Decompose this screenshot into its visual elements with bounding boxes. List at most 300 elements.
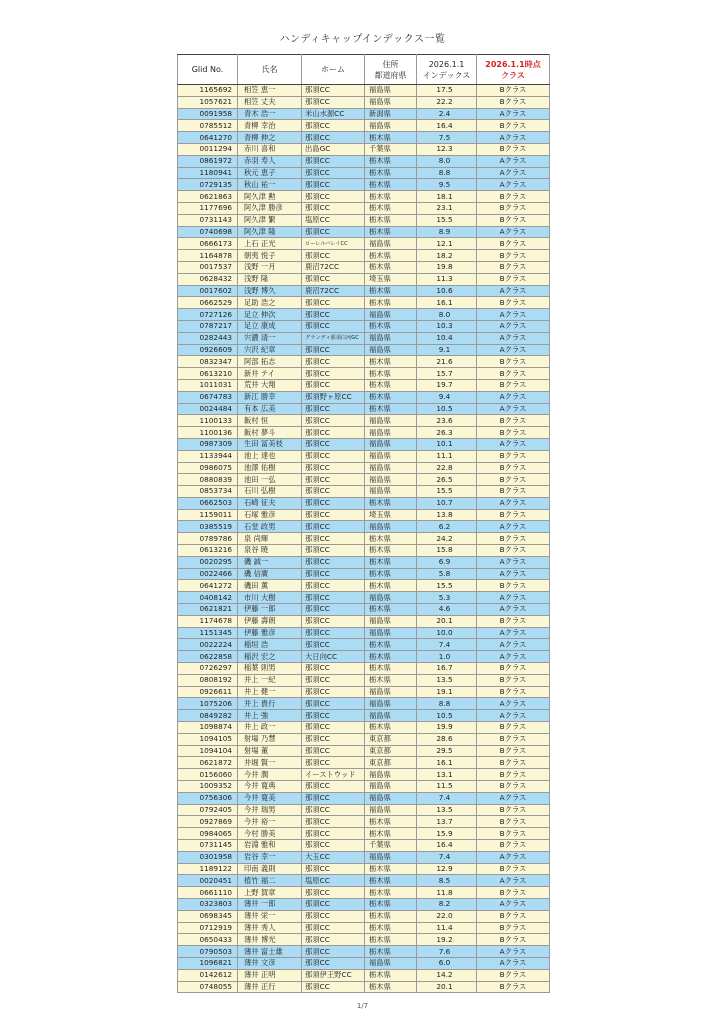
cell-glid-no: 1094104: [178, 745, 238, 757]
cell-home-club: 那須CC: [302, 710, 365, 722]
cell-name: 薄井 文彦: [238, 957, 302, 969]
cell-index: 8.5: [417, 875, 477, 887]
cell-index: 8.0: [417, 155, 477, 167]
cell-glid-no: 0986075: [178, 462, 238, 474]
cell-prefecture: 栃木県: [365, 556, 417, 568]
cell-class: Aクラス: [477, 604, 550, 616]
cell-name: 井上 政一: [238, 722, 302, 734]
cell-prefecture: 福島県: [365, 769, 417, 781]
cell-glid-no: 0789786: [178, 533, 238, 545]
cell-name: 赤羽 寿人: [238, 155, 302, 167]
cell-index: 8.2: [417, 898, 477, 910]
cell-name: 阿久津 勲: [238, 191, 302, 203]
cell-home-club: 塩原CC: [302, 875, 365, 887]
cell-name: 薄井 栄一: [238, 910, 302, 922]
table-row: [178, 804, 550, 816]
cell-index: 28.6: [417, 733, 477, 745]
cell-home-club: 那須CC: [302, 722, 365, 734]
table-header-row: [178, 55, 550, 85]
cell-glid-no: 0282443: [178, 332, 238, 344]
cell-prefecture: 栃木県: [365, 981, 417, 993]
table-row: [178, 521, 550, 533]
table-row: [178, 497, 550, 509]
cell-index: 24.2: [417, 533, 477, 545]
cell-home-club: 那須CC: [302, 226, 365, 238]
table-row: [178, 745, 550, 757]
cell-index: 20.1: [417, 981, 477, 993]
table-row: [178, 297, 550, 309]
cell-glid-no: 1164878: [178, 250, 238, 262]
cell-index: 10.5: [417, 710, 477, 722]
cell-class: Bクラス: [477, 804, 550, 816]
cell-glid-no: 0926611: [178, 686, 238, 698]
cell-prefecture: 栃木県: [365, 545, 417, 557]
cell-prefecture: 栃木県: [365, 674, 417, 686]
cell-name: 宍濃 清一: [238, 332, 302, 344]
cell-home-club: 那須CC: [302, 85, 365, 97]
cell-glid-no: 0698345: [178, 910, 238, 922]
cell-home-club: 大日向CC: [302, 651, 365, 663]
cell-home-club: 那須CC: [302, 309, 365, 321]
cell-index: 7.4: [417, 851, 477, 863]
cell-home-club: 那須CC: [302, 592, 365, 604]
cell-prefecture: 千葉県: [365, 143, 417, 155]
table-row: [178, 792, 550, 804]
cell-prefecture: 福島県: [365, 462, 417, 474]
cell-index: 22.8: [417, 462, 477, 474]
cell-glid-no: 0323803: [178, 898, 238, 910]
table-row: [178, 663, 550, 675]
cell-index: 8.8: [417, 167, 477, 179]
cell-class: Bクラス: [477, 238, 550, 250]
cell-class: Aクラス: [477, 710, 550, 722]
cell-glid-no: 1096821: [178, 957, 238, 969]
cell-glid-no: 1165692: [178, 85, 238, 97]
cell-glid-no: 0011294: [178, 143, 238, 155]
cell-home-club: 那須CC: [302, 179, 365, 191]
cell-name: 市川 大樹: [238, 592, 302, 604]
cell-home-club: 那須野ヶ原CC: [302, 391, 365, 403]
table-row: [178, 875, 550, 887]
cell-glid-no: 0091958: [178, 108, 238, 120]
cell-glid-no: 1098874: [178, 722, 238, 734]
cell-class: Aクラス: [477, 226, 550, 238]
cell-index: 20.1: [417, 615, 477, 627]
table-row: [178, 167, 550, 179]
cell-glid-no: 0662529: [178, 297, 238, 309]
table-row: [178, 981, 550, 993]
cell-index: 10.5: [417, 403, 477, 415]
cell-name: 伊藤 雅彦: [238, 627, 302, 639]
cell-home-club: 那須CC: [302, 155, 365, 167]
cell-class: Bクラス: [477, 415, 550, 427]
table-row: [178, 261, 550, 273]
cell-prefecture: 栃木県: [365, 969, 417, 981]
cell-name: 飯村 恒: [238, 415, 302, 427]
cell-home-club: 那須CC: [302, 320, 365, 332]
cell-home-club: 那須CC: [302, 427, 365, 439]
table-row: [178, 568, 550, 580]
table-row: [178, 486, 550, 498]
cell-glid-no: 1159011: [178, 509, 238, 521]
cell-index: 16.1: [417, 757, 477, 769]
cell-name: 池澤 佑樹: [238, 462, 302, 474]
cell-prefecture: 東京都: [365, 757, 417, 769]
cell-glid-no: 0621863: [178, 191, 238, 203]
table-row: [178, 285, 550, 297]
cell-name: 池田 一弘: [238, 474, 302, 486]
cell-class: Bクラス: [477, 462, 550, 474]
cell-name: 生田 冨美枝: [238, 438, 302, 450]
cell-prefecture: 福島県: [365, 792, 417, 804]
cell-index: 21.6: [417, 356, 477, 368]
cell-glid-no: 0666173: [178, 238, 238, 250]
cell-home-club: 那須CC: [302, 556, 365, 568]
table-row: [178, 639, 550, 651]
cell-home-club: 那須CC: [302, 615, 365, 627]
cell-class: Bクラス: [477, 733, 550, 745]
cell-prefecture: 栃木県: [365, 946, 417, 958]
table-row: [178, 592, 550, 604]
table-row: [178, 710, 550, 722]
cell-name: 今井 潤: [238, 769, 302, 781]
cell-class: Bクラス: [477, 214, 550, 226]
cell-name: 井上 健一: [238, 686, 302, 698]
cell-class: Bクラス: [477, 922, 550, 934]
cell-glid-no: 0622858: [178, 651, 238, 663]
cell-index: 9.1: [417, 344, 477, 356]
cell-prefecture: 栃木県: [365, 887, 417, 899]
table-row: [178, 733, 550, 745]
cell-home-club: 那須CC: [302, 733, 365, 745]
cell-name: 磯 信廣: [238, 568, 302, 580]
table-row: [178, 438, 550, 450]
table-row: [178, 120, 550, 132]
cell-home-club: 那須CC: [302, 804, 365, 816]
cell-name: 磯田 薫: [238, 580, 302, 592]
cell-index: 6.0: [417, 957, 477, 969]
cell-home-club: 那須CC: [302, 297, 365, 309]
cell-prefecture: 栃木県: [365, 356, 417, 368]
cell-class: Aクラス: [477, 568, 550, 580]
cell-prefecture: 栃木県: [365, 722, 417, 734]
cell-glid-no: 0017602: [178, 285, 238, 297]
table-row: [178, 580, 550, 592]
cell-glid-no: 0621821: [178, 604, 238, 616]
cell-glid-no: 0142612: [178, 969, 238, 981]
table-row: [178, 415, 550, 427]
cell-index: 10.3: [417, 320, 477, 332]
cell-home-club: 大玉CC: [302, 851, 365, 863]
table-row: [178, 946, 550, 958]
table-row: [178, 627, 550, 639]
cell-name: 井上 貴行: [238, 698, 302, 710]
cell-home-club: 那須CC: [302, 344, 365, 356]
cell-glid-no: 1094105: [178, 733, 238, 745]
cell-name: 阿久津 勝彦: [238, 202, 302, 214]
table-row: [178, 556, 550, 568]
table-row: [178, 604, 550, 616]
cell-glid-no: 0017537: [178, 261, 238, 273]
cell-glid-no: 0022466: [178, 568, 238, 580]
cell-name: 稲垣 浩: [238, 639, 302, 651]
cell-name: 上野 賀章: [238, 887, 302, 899]
cell-home-club: 那須CC: [302, 887, 365, 899]
cell-class: Bクラス: [477, 143, 550, 155]
cell-prefecture: 東京都: [365, 745, 417, 757]
cell-prefecture: 栃木県: [365, 403, 417, 415]
cell-glid-no: 0785512: [178, 120, 238, 132]
cell-prefecture: 栃木県: [365, 580, 417, 592]
table-row: [178, 368, 550, 380]
cell-glid-no: 0853734: [178, 486, 238, 498]
cell-name: 薄井 正行: [238, 981, 302, 993]
table-row: [178, 851, 550, 863]
cell-index: 14.2: [417, 969, 477, 981]
cell-index: 10.6: [417, 285, 477, 297]
cell-class: Bクラス: [477, 745, 550, 757]
cell-home-club: 那須CC: [302, 167, 365, 179]
cell-name: 新江 勝幸: [238, 391, 302, 403]
cell-prefecture: 栃木県: [365, 202, 417, 214]
cell-name: 石川 弘樹: [238, 486, 302, 498]
cell-class: Bクラス: [477, 379, 550, 391]
table-row: [178, 391, 550, 403]
cell-index: 10.7: [417, 497, 477, 509]
cell-home-club: 那須CC: [302, 497, 365, 509]
cell-home-club: 米山水源CC: [302, 108, 365, 120]
table-row: [178, 179, 550, 191]
cell-class: Bクラス: [477, 615, 550, 627]
table-row: [178, 828, 550, 840]
cell-class: Aクラス: [477, 627, 550, 639]
table-row: [178, 769, 550, 781]
cell-prefecture: 栃木県: [365, 368, 417, 380]
cell-prefecture: 栃木県: [365, 285, 417, 297]
cell-prefecture: 福島県: [365, 238, 417, 250]
table-row: [178, 96, 550, 108]
cell-class: Bクラス: [477, 450, 550, 462]
table-row: [178, 191, 550, 203]
handicap-index-table: [177, 54, 550, 993]
cell-prefecture: 栃木県: [365, 639, 417, 651]
cell-class: Bクラス: [477, 427, 550, 439]
cell-index: 13.1: [417, 769, 477, 781]
cell-home-club: 那須CC: [302, 545, 365, 557]
table-row: [178, 108, 550, 120]
table-row: [178, 427, 550, 439]
cell-glid-no: 0748055: [178, 981, 238, 993]
cell-prefecture: 埼玉県: [365, 273, 417, 285]
cell-index: 17.5: [417, 85, 477, 97]
cell-prefecture: 福島県: [365, 450, 417, 462]
table-row: [178, 202, 550, 214]
table-row: [178, 757, 550, 769]
cell-name: 岩淵 雅和: [238, 840, 302, 852]
cell-glid-no: 0020451: [178, 875, 238, 887]
cell-name: 稲葉 則男: [238, 663, 302, 675]
cell-index: 11.8: [417, 887, 477, 899]
cell-class: Aクラス: [477, 898, 550, 910]
cell-class: Bクラス: [477, 863, 550, 875]
cell-index: 7.5: [417, 132, 477, 144]
cell-class: Aクラス: [477, 592, 550, 604]
cell-class: Aクラス: [477, 332, 550, 344]
table-row: [178, 781, 550, 793]
cell-home-club: 那須CC: [302, 96, 365, 108]
cell-glid-no: 0740698: [178, 226, 238, 238]
cell-glid-no: 0727126: [178, 309, 238, 321]
cell-index: 11.5: [417, 781, 477, 793]
cell-prefecture: 埼玉県: [365, 509, 417, 521]
table-row: [178, 320, 550, 332]
cell-glid-no: 0861972: [178, 155, 238, 167]
table-body: [178, 85, 550, 993]
cell-name: 射場 乃慧: [238, 733, 302, 745]
table-row: [178, 332, 550, 344]
cell-home-club: 那須CC: [302, 898, 365, 910]
cell-name: 今井 瑞男: [238, 804, 302, 816]
cell-glid-no: 1177696: [178, 202, 238, 214]
cell-index: 9.4: [417, 391, 477, 403]
cell-index: 16.1: [417, 297, 477, 309]
cell-home-club: 那須CC: [302, 792, 365, 804]
cell-glid-no: 1100133: [178, 415, 238, 427]
cell-index: 4.6: [417, 604, 477, 616]
table-row: [178, 545, 550, 557]
cell-prefecture: 福島県: [365, 486, 417, 498]
cell-home-club: 那須CC: [302, 981, 365, 993]
cell-home-club: 那須CC: [302, 379, 365, 391]
cell-index: 10.4: [417, 332, 477, 344]
cell-glid-no: 0927869: [178, 816, 238, 828]
cell-prefecture: 栃木県: [365, 922, 417, 934]
cell-glid-no: 1174678: [178, 615, 238, 627]
page-number: 1/7: [356, 1002, 369, 1010]
table-row: [178, 887, 550, 899]
cell-name: 植竹 福二: [238, 875, 302, 887]
cell-class: Bクラス: [477, 474, 550, 486]
cell-glid-no: 1100136: [178, 427, 238, 439]
cell-glid-no: 0987309: [178, 438, 238, 450]
cell-prefecture: 福島県: [365, 85, 417, 97]
header-gid: Glid No.: [178, 55, 238, 85]
cell-class: Bクラス: [477, 910, 550, 922]
cell-prefecture: 福島県: [365, 332, 417, 344]
cell-home-club: 鹿沼72CC: [302, 261, 365, 273]
cell-name: 今村 勝美: [238, 828, 302, 840]
cell-index: 6.2: [417, 521, 477, 533]
cell-prefecture: 福島県: [365, 804, 417, 816]
cell-class: Bクラス: [477, 261, 550, 273]
cell-glid-no: 1057621: [178, 96, 238, 108]
cell-home-club: 那須CC: [302, 533, 365, 545]
cell-glid-no: 0650433: [178, 934, 238, 946]
table-row: [178, 722, 550, 734]
cell-glid-no: 0849282: [178, 710, 238, 722]
cell-home-club: 那須CC: [302, 840, 365, 852]
cell-index: 8.9: [417, 226, 477, 238]
cell-prefecture: 福島県: [365, 344, 417, 356]
cell-home-club: 那須CC: [302, 521, 365, 533]
header-name: 氏名: [238, 55, 302, 85]
table-row: [178, 533, 550, 545]
cell-class: Aクラス: [477, 946, 550, 958]
cell-glid-no: 0621872: [178, 757, 238, 769]
cell-name: 足助 浩之: [238, 297, 302, 309]
cell-prefecture: 千葉県: [365, 840, 417, 852]
cell-name: 今井 寛典: [238, 781, 302, 793]
table-row: [178, 273, 550, 285]
cell-name: 足立 康成: [238, 320, 302, 332]
cell-prefecture: 栃木県: [365, 226, 417, 238]
cell-prefecture: 栃木県: [365, 533, 417, 545]
cell-name: 石堂 政男: [238, 521, 302, 533]
cell-prefecture: 福島県: [365, 309, 417, 321]
cell-glid-no: 0926609: [178, 344, 238, 356]
cell-name: 磯 誠一: [238, 556, 302, 568]
cell-home-club: 那須CC: [302, 957, 365, 969]
cell-home-club: 那須CC: [302, 132, 365, 144]
cell-glid-no: 0984065: [178, 828, 238, 840]
cell-name: 井上 強: [238, 710, 302, 722]
cell-home-club: 那須伊王野CC: [302, 969, 365, 981]
cell-name: 阿部 拓志: [238, 356, 302, 368]
cell-index: 15.5: [417, 580, 477, 592]
cell-name: 相笠 恵一: [238, 85, 302, 97]
table-row: [178, 344, 550, 356]
cell-class: Bクラス: [477, 191, 550, 203]
cell-home-club: 那須CC: [302, 627, 365, 639]
cell-glid-no: 0726297: [178, 663, 238, 675]
cell-glid-no: 1133944: [178, 450, 238, 462]
table-row: [178, 651, 550, 663]
cell-home-club: 那須CC: [302, 686, 365, 698]
cell-prefecture: 東京都: [365, 733, 417, 745]
table-row: [178, 686, 550, 698]
cell-class: Bクラス: [477, 580, 550, 592]
cell-name: 今井 寛美: [238, 792, 302, 804]
page-title: ハンディキャップインデックス一覧: [279, 34, 446, 45]
cell-glid-no: 0613216: [178, 545, 238, 557]
cell-prefecture: 福島県: [365, 851, 417, 863]
cell-glid-no: 0731143: [178, 214, 238, 226]
cell-home-club: 那須CC: [302, 250, 365, 262]
cell-class: Aクラス: [477, 320, 550, 332]
cell-prefecture: 栃木県: [365, 250, 417, 262]
cell-name: 朝夷 悦子: [238, 250, 302, 262]
cell-glid-no: 0712919: [178, 922, 238, 934]
cell-index: 15.9: [417, 828, 477, 840]
cell-home-club: 那須CC: [302, 191, 365, 203]
cell-prefecture: 福島県: [365, 120, 417, 132]
cell-class: Aクラス: [477, 639, 550, 651]
cell-index: 19.2: [417, 934, 477, 946]
cell-class: Bクラス: [477, 486, 550, 498]
table-row: [178, 509, 550, 521]
cell-glid-no: 0792405: [178, 804, 238, 816]
cell-class: Aクラス: [477, 792, 550, 804]
cell-class: Bクラス: [477, 356, 550, 368]
cell-index: 13.5: [417, 674, 477, 686]
cell-prefecture: 栃木県: [365, 604, 417, 616]
cell-index: 13.7: [417, 816, 477, 828]
cell-prefecture: 栃木県: [365, 379, 417, 391]
cell-class: Bクラス: [477, 250, 550, 262]
cell-name: 井堀 賢一: [238, 757, 302, 769]
table-row: [178, 379, 550, 391]
cell-name: 浅野 隆: [238, 273, 302, 285]
